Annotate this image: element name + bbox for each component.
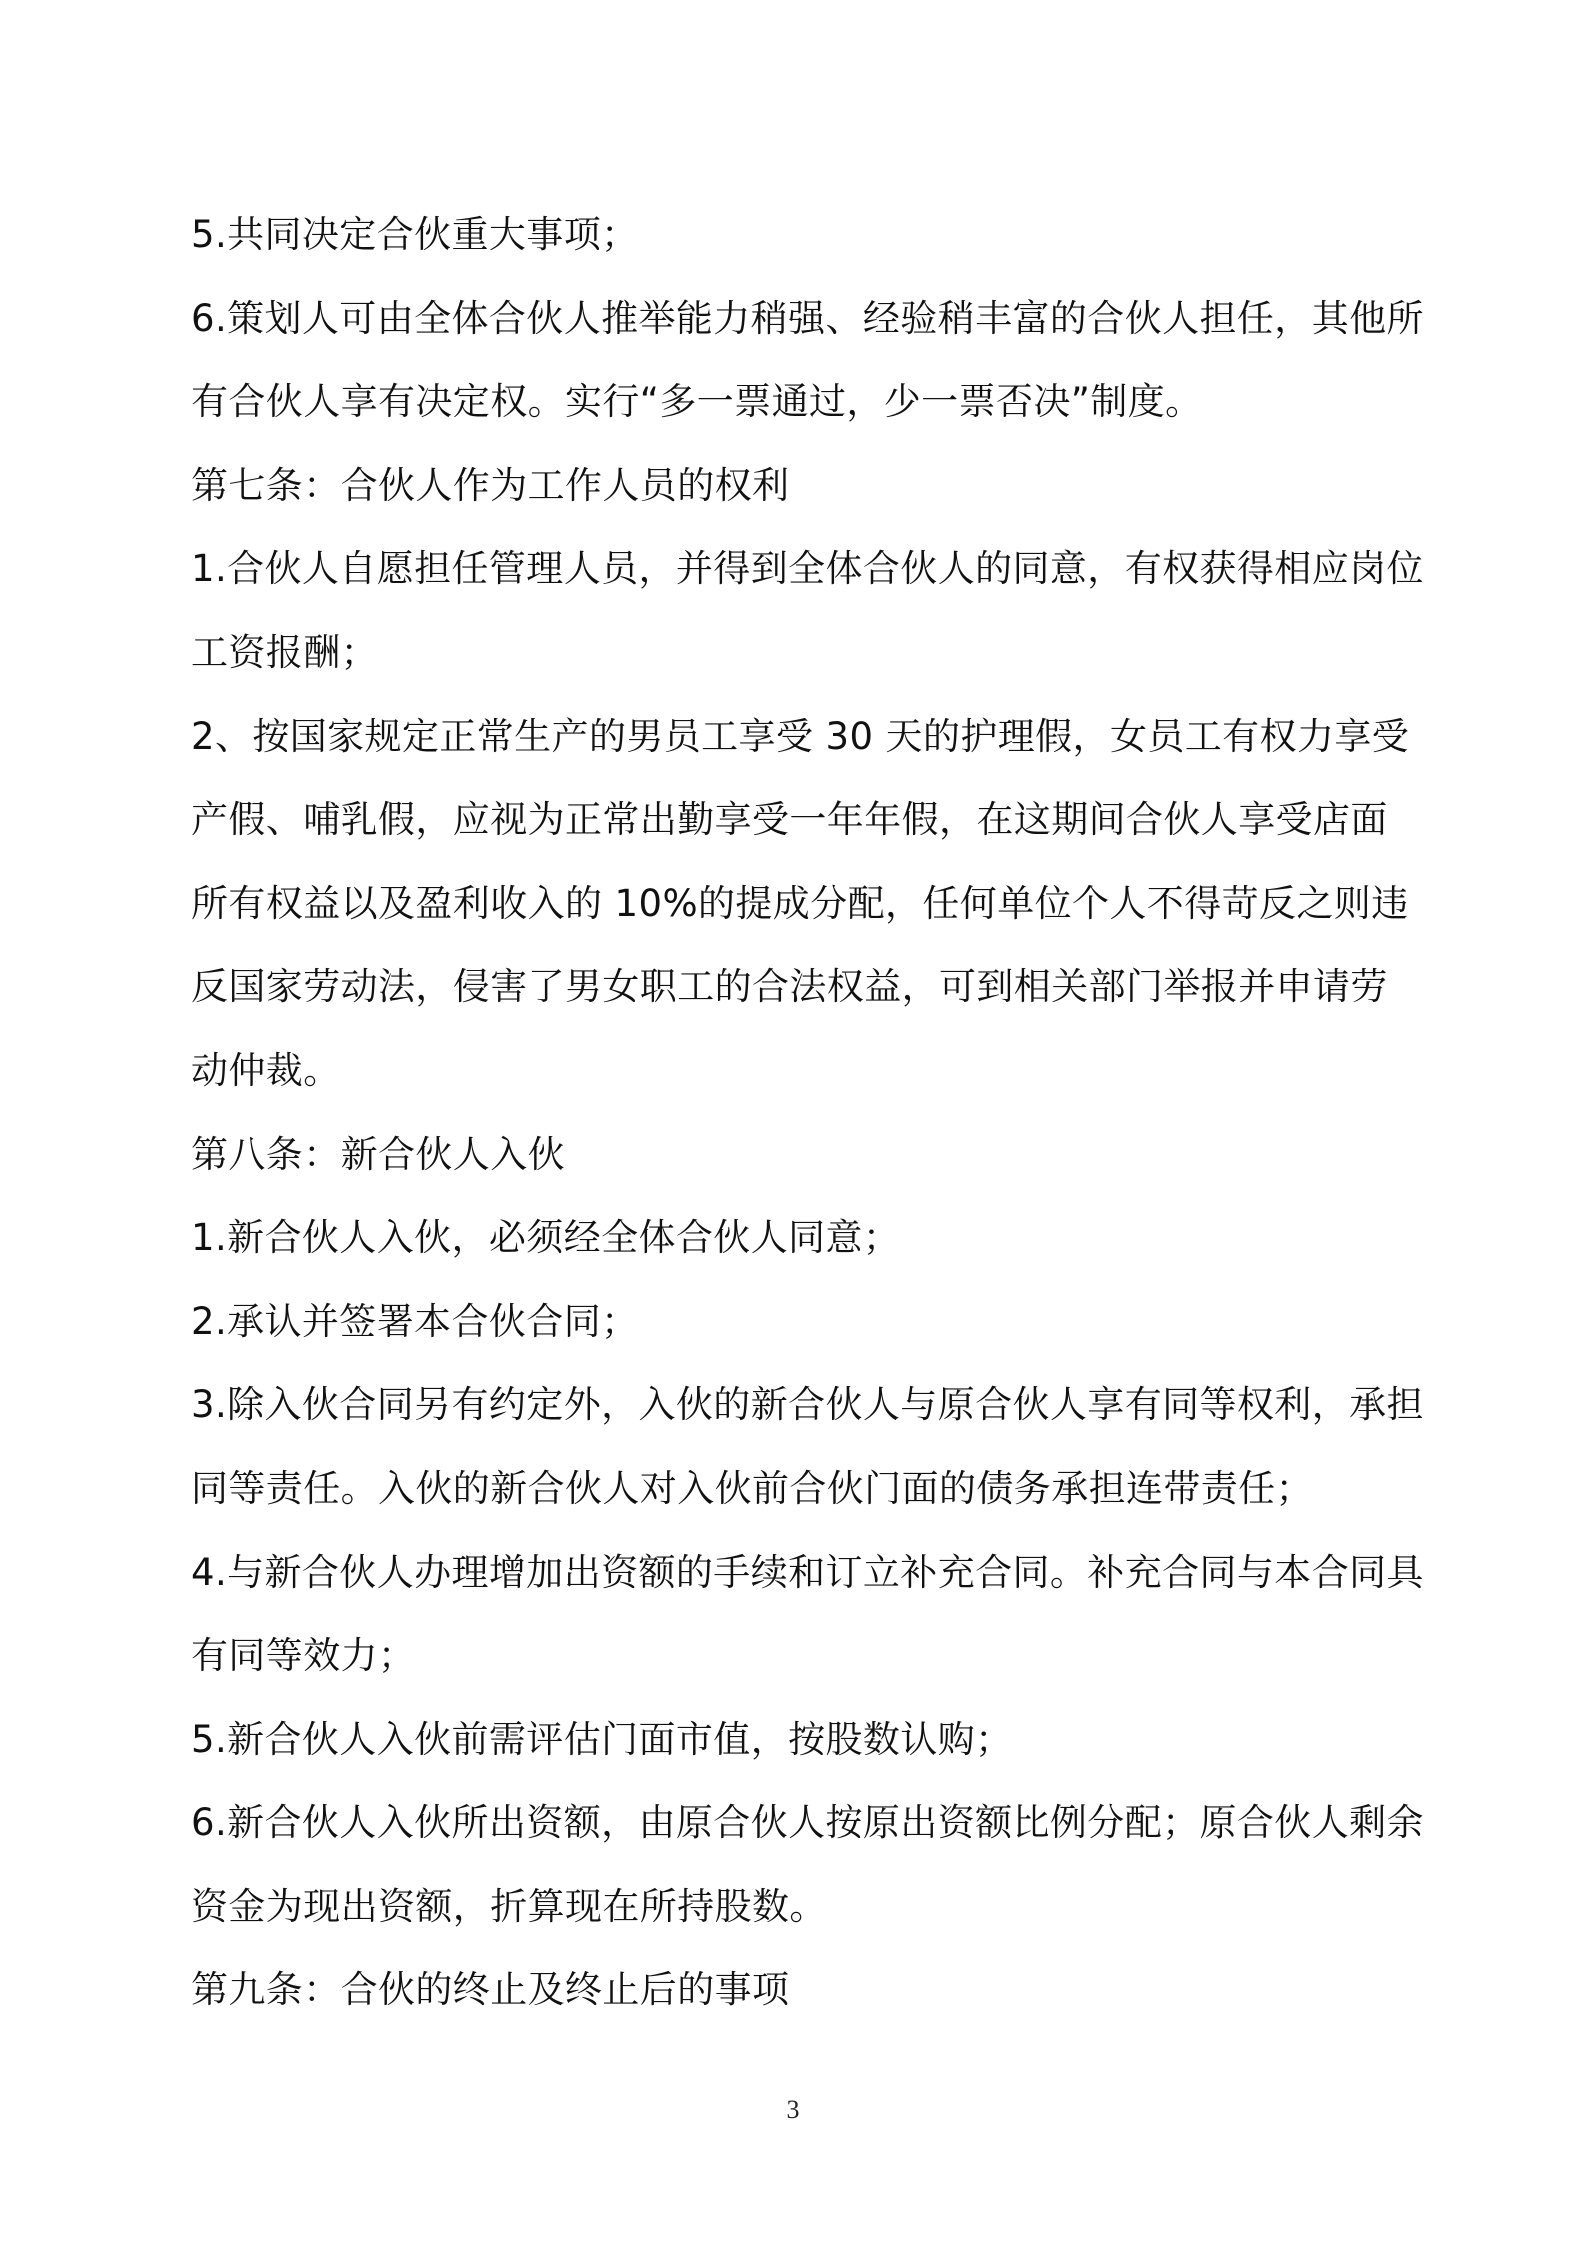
text-line: 反国家劳动法，侵害了男女职工的合法权益，可到相关部门举报并申请劳 [191,965,1388,1009]
text-line: 2.承认并签署本合伙合同； [191,1299,639,1343]
text-line: 资金为现出资额，折算现在所持股数。 [191,1884,827,1928]
text-line: 1.新合伙人入伙，必须经全体合伙人同意； [191,1216,901,1260]
text-line: 所有权益以及盈利收入的 10%的提成分配，任何单位个人不得苛反之则违 [191,881,1409,925]
text-line: 1.合伙人自愿担任管理人员，并得到全体合伙人的同意，有权获得相应岗位 [191,547,1424,591]
text-line: 6.新合伙人入伙所出资额，由原合伙人按原出资额比例分配；原合伙人剩余 [191,1801,1424,1845]
text-line: 工资报酬； [191,630,378,674]
text-line: 有合伙人享有决定权。实行“多一票通过，少一票否决”制度。 [191,380,1203,424]
text-line: 3.除入伙合同另有约定外，入伙的新合伙人与原合伙人享有同等权利，承担 [191,1383,1424,1427]
section-heading: 第七条：合伙人作为工作人员的权利 [191,463,790,507]
text-line: 有同等效力； [191,1634,416,1678]
text-line: 动仲裁。 [191,1048,341,1092]
text-line: 产假、哺乳假，应视为正常出勤享受一年年假，在这期间合伙人享受店面 [191,798,1388,842]
page-number: 3 [786,2095,800,2124]
text-line: 5.新合伙人入伙前需评估门面市值，按股数认购； [191,1717,1013,1761]
document-body [191,193,1424,2032]
text-line: 同等责任。入伙的新合伙人对入伙前合伙门面的债务承担连带责任； [191,1466,1313,1510]
text-line: 5.共同决定合伙重大事项； [191,213,639,256]
text-line: 2、按国家规定正常生产的男员工享受 30 天的护理假，女员工有权力享受 [191,714,1410,758]
section-heading: 第九条：合伙的终止及终止后的事项 [191,1968,790,2012]
text-line: 6.策划人可由全体合伙人推举能力稍强、经验稍丰富的合伙人担任，其他所 [191,296,1424,340]
text-line: 4.与新合伙人办理增加出资额的手续和订立补充合同。补充合同与本合同具 [191,1550,1424,1594]
section-heading: 第八条：新合伙人入伙 [191,1132,565,1176]
